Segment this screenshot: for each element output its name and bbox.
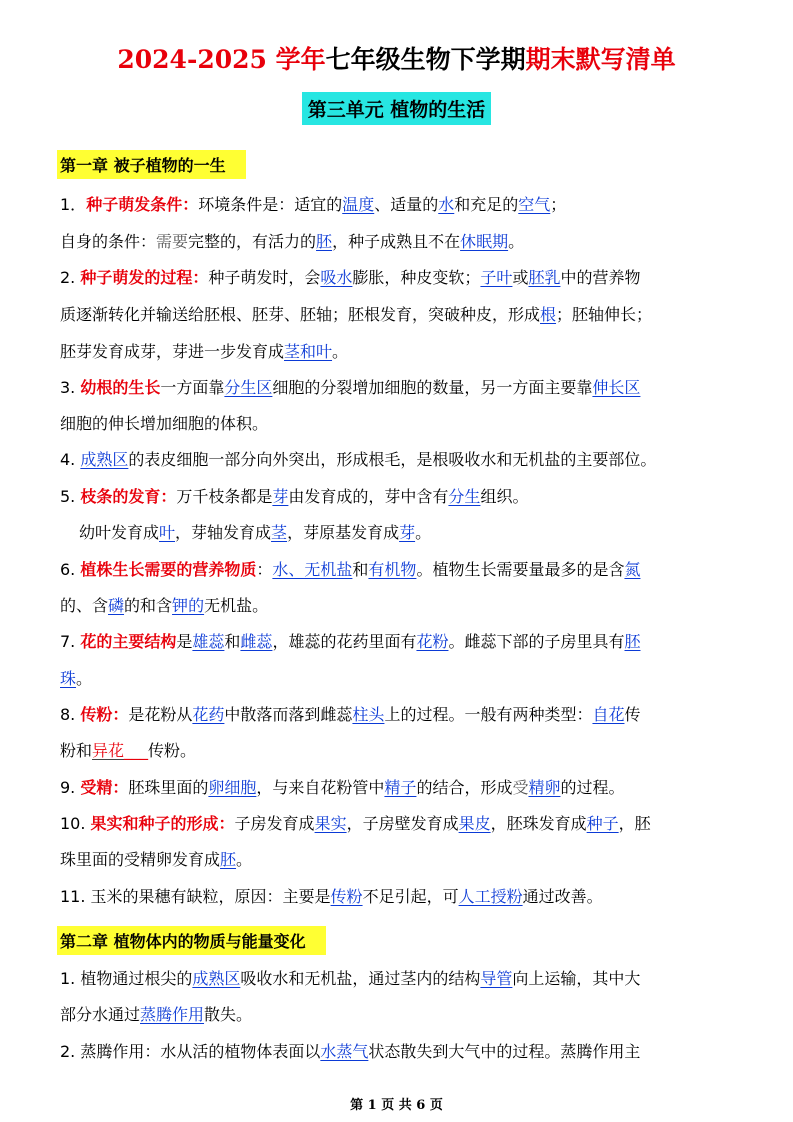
title-list: 期末默写清单: [525, 45, 676, 74]
item-1-line-2: 自身的条件：需要完整的，有活力的胚，种子成熟且不在休眠期。: [60, 232, 525, 251]
item-3-line-1: 3. 幼根的生长一方面靠分生区细胞的分裂增加细胞的数量，另一方面主要靠伸长区: [60, 378, 641, 397]
item-5-line-1: 5. 枝条的发育：万千枝条都是芽由发育成的，芽中含有分生组织。: [60, 487, 529, 506]
item-1-line-1: 1．种子萌发条件：环境条件是：适宜的温度、适量的水和充足的空气；: [60, 195, 567, 214]
title-year: 2024-2025 学年: [117, 45, 326, 74]
page-footer: 第 1 页 共 6 页: [350, 1098, 443, 1113]
item-8-line-1: 8. 传粉：是花粉从花药中散落而落到雌蕊柱头上的过程。一般有两种类型：自花传: [60, 705, 641, 724]
item-3-line-2: 细胞的伸长增加细胞的体积。: [60, 414, 269, 433]
item-9-line-1: 9. 受精：胚珠里面的卵细胞，与来自花粉管中精子的结合，形成受精卵的过程。: [60, 778, 625, 797]
unit-heading: 第三单元 植物的生活: [302, 92, 492, 125]
item-10-line-2: 珠里面的受精卵发育成胚。: [60, 850, 253, 869]
ch2-item-2-line-1: 2. 蒸腾作用：水从活的植物体表面以水蒸气状态散失到大气中的过程。蒸腾作用主: [60, 1042, 641, 1061]
title-grade: 七年级生物下学期: [325, 45, 526, 74]
item-7-line-2: 珠。: [60, 669, 93, 688]
chapter-1-heading: 第一章 被子植物的一生: [57, 150, 246, 179]
item-4-line-1: 4. 成熟区的表皮细胞一部分向外突出，形成根毛，是根吸收水和无机盐的主要部位。: [60, 450, 657, 469]
ch2-item-1-line-2: 部分水通过蒸腾作用散失。: [60, 1005, 253, 1024]
item-10-line-1: 10. 果实和种子的形成：子房发育成果实，子房壁发育成果皮，胚珠发育成种子，胚: [60, 814, 651, 833]
page-title: [0, 40, 793, 76]
item-6-line-1: 6. 植株生长需要的营养物质：水、无机盐和有机物。植物生长需要量最多的是含氮: [60, 560, 641, 579]
item-7-line-1: 7. 花的主要结构是雄蕊和雌蕊，雄蕊的花药里面有花粉。雌蕊下部的子房里具有胚: [60, 632, 641, 651]
item-11-line-1: 11. 玉米的果穗有缺粒，原因：主要是传粉不足引起，可人工授粉通过改善。: [60, 887, 603, 906]
item-2-line-3: 胚芽发育成芽，芽进一步发育成茎和叶。: [60, 342, 349, 361]
item-2-line-2: 质逐渐转化并输送给胚根、胚芽、胚轴；胚根发育，突破种皮，形成根；胚轴伸长；: [60, 305, 653, 324]
item-8-line-2: 粉和异花___传粉。: [60, 741, 197, 760]
chapter-2-heading: 第二章 植物体内的物质与能量变化: [57, 926, 326, 955]
item-2-line-1: 2. 种子萌发的过程：种子萌发时，会吸水膨胀，种皮变软；子叶或胚乳中的营养物: [60, 268, 641, 287]
item-6-line-2: 的、含磷的和含钾的无机盐。: [60, 596, 269, 615]
item-5-line-2: 幼叶发育成叶，芽轴发育成茎，芽原基发育成芽。: [79, 523, 432, 542]
ch2-item-1-line-1: 1. 植物通过根尖的成熟区吸收水和无机盐，通过茎内的结构导管向上运输，其中大: [60, 969, 641, 988]
